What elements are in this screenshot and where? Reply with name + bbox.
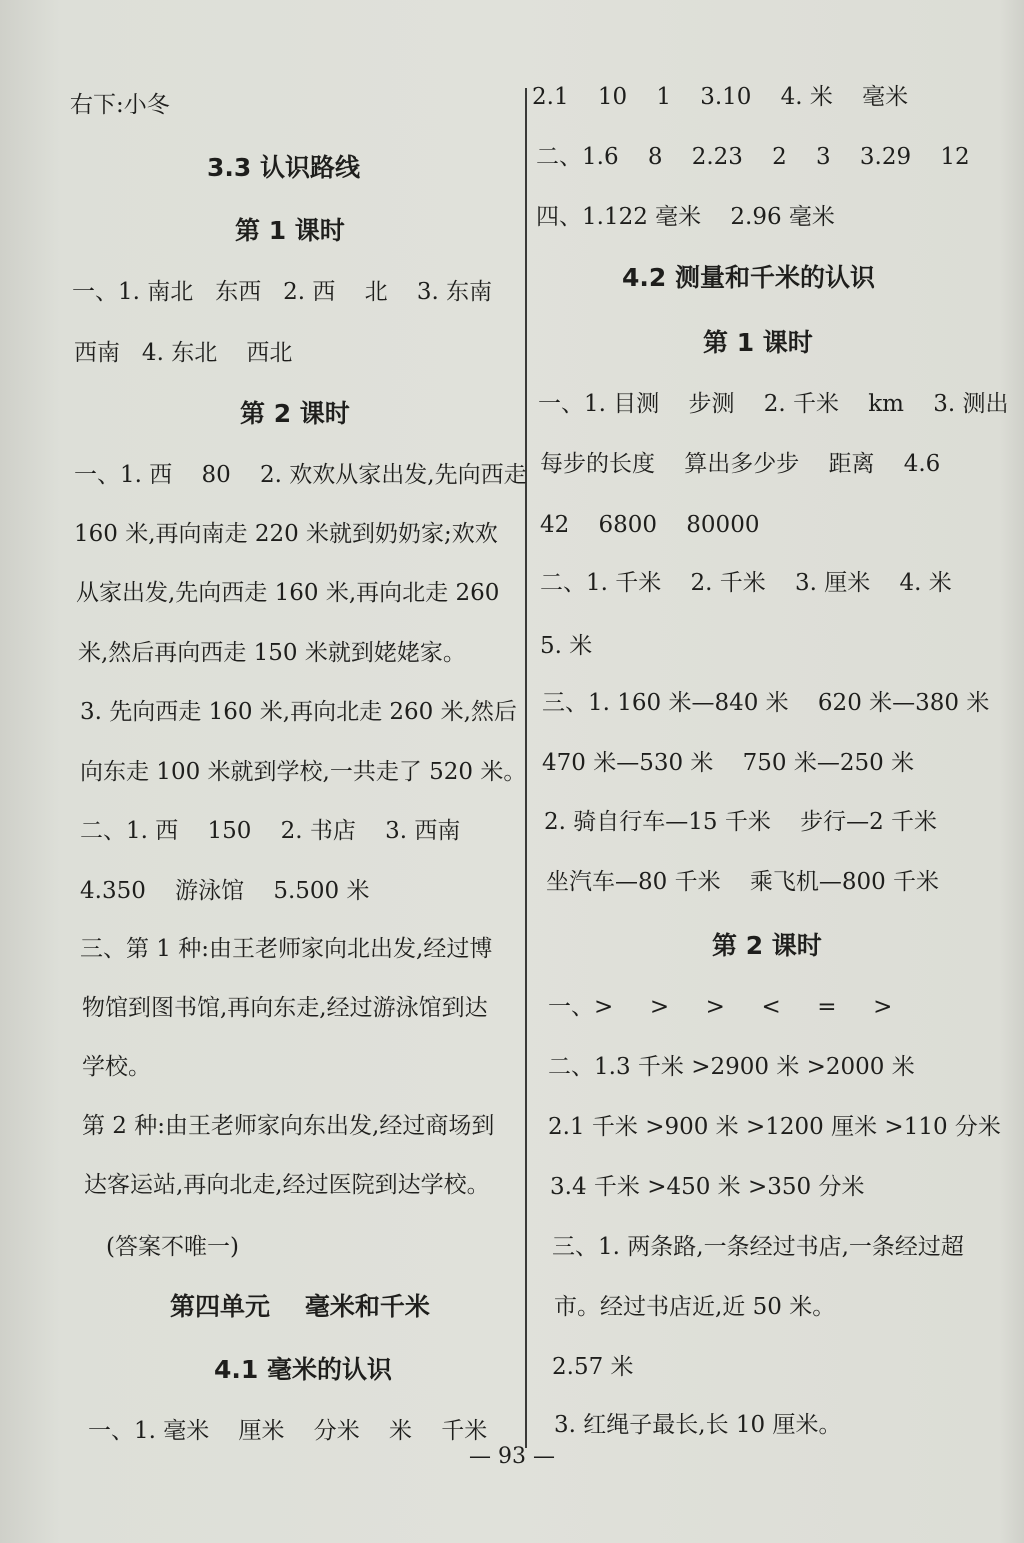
text-line: 右下:小冬 (70, 92, 170, 118)
text-line: 三、第 1 种:由王老师家向北出发,经过博 (80, 936, 493, 962)
text-line: 2. 骑自行车—15 千米 步行—2 千米 (544, 809, 938, 835)
text-line: 二、1.6 8 2.23 2 3 3.29 12 (536, 144, 970, 170)
text-line: 二、1. 西 150 2. 书店 3. 西南 (80, 818, 461, 844)
text-line: 向东走 100 米就到学校,一共走了 520 米。 (80, 759, 527, 785)
text-line: 第 2 种:由王老师家向东出发,经过商场到 (82, 1113, 495, 1139)
text-line: 三、1. 两条路,一条经过书店,一条经过超 (552, 1234, 964, 1260)
page-number: — 93 — (469, 1444, 555, 1469)
text-line: 学校。 (82, 1054, 151, 1080)
text-line: 3.4 千米 >450 米 >350 分米 (550, 1174, 865, 1200)
text-line: 一、1. 目测 步测 2. 千米 km 3. 测出 (538, 391, 1009, 417)
text-line: 三、1. 160 米—840 米 620 米—380 米 (542, 690, 990, 716)
text-line: 二、1. 千米 2. 千米 3. 厘米 4. 米 (540, 570, 952, 596)
text-line: 从家出发,先向西走 160 米,再向北走 260 (76, 580, 500, 606)
text-line: 物馆到图书馆,再向东走,经过游泳馆到达 (82, 995, 488, 1021)
section-heading: 4.2 测量和千米的认识 (622, 263, 875, 292)
text-line: 470 米—530 米 750 米—250 米 (542, 750, 915, 776)
text-line: 5. 米 (540, 633, 593, 659)
section-heading: 3.3 认识路线 (207, 153, 360, 182)
text-line: 3. 先向西走 160 米,再向北走 260 米,然后 (80, 699, 517, 725)
text-line: (答案不唯一) (106, 1234, 239, 1260)
text-line: 米,然后再向西走 150 米就到姥姥家。 (78, 640, 466, 666)
text-line: 达客运站,再向北走,经过医院到达学校。 (84, 1172, 490, 1198)
section-heading: 4.1 毫米的认识 (214, 1355, 392, 1384)
text-line: 二、1.3 千米 >2900 米 >2000 米 (548, 1054, 915, 1080)
text-line: 一、1. 西 80 2. 欢欢从家出发,先向西走 (74, 462, 527, 488)
text-line: 42 6800 80000 (540, 512, 760, 538)
text-line: 市。经过书店近,近 50 米。 (554, 1294, 836, 1320)
text-line: 2.57 米 (552, 1354, 634, 1380)
text-line: 一、> > > < = > (548, 994, 893, 1020)
lesson-heading: 第 1 课时 (235, 216, 345, 245)
text-line: 每步的长度 算出多少步 距离 4.6 (540, 451, 941, 477)
text-line: 四、1.122 毫米 2.96 毫米 (536, 204, 835, 230)
text-line: 2.1 10 1 3.10 4. 米 毫米 (532, 84, 909, 110)
text-line: 3. 红绳子最长,长 10 厘米。 (554, 1412, 842, 1438)
text-line: 西南 4. 东北 西北 (74, 340, 293, 366)
text-line: 一、1. 南北 东西 2. 西 北 3. 东南 (72, 279, 493, 305)
text-line: 2.1 千米 >900 米 >1200 厘米 >110 分米 (548, 1114, 1001, 1140)
unit-heading: 第四单元 毫米和千米 (170, 1292, 430, 1321)
text-line: 坐汽车—80 千米 乘飞机—800 千米 (546, 869, 940, 895)
text-line: 160 米,再向南走 220 米就到奶奶家;欢欢 (74, 521, 498, 547)
lesson-heading: 第 1 课时 (703, 328, 813, 357)
lesson-heading: 第 2 课时 (712, 931, 822, 960)
lesson-heading: 第 2 课时 (240, 399, 350, 428)
text-line: 4.350 游泳馆 5.500 米 (80, 878, 370, 904)
text-line: 一、1. 毫米 厘米 分米 米 千米 (88, 1418, 488, 1444)
